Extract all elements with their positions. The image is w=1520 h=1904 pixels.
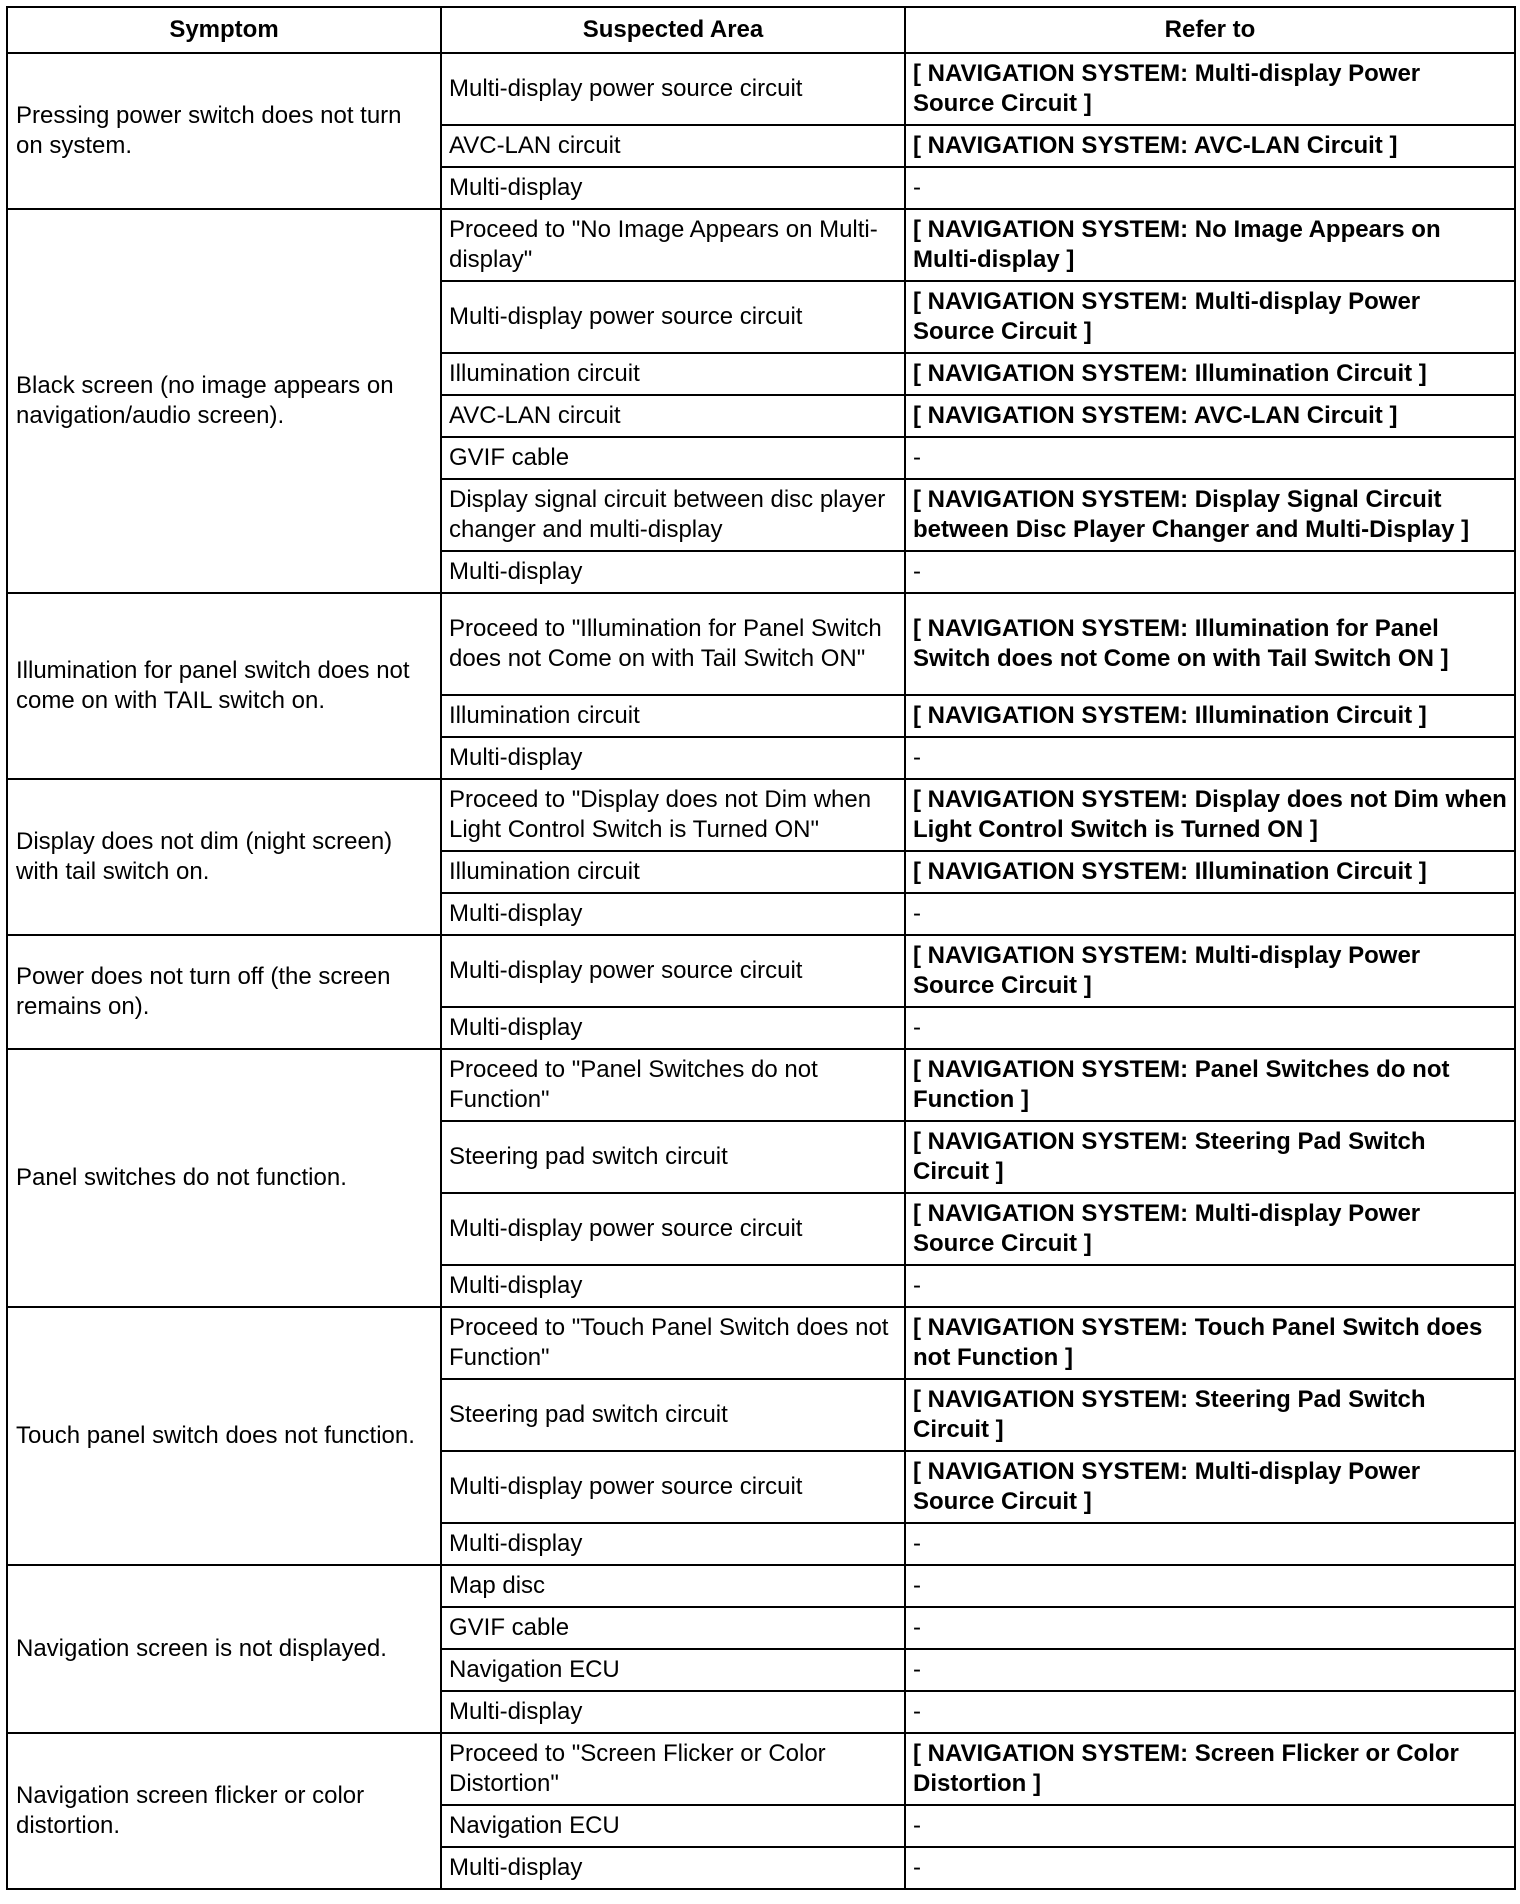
refer-to-cell: - bbox=[905, 1691, 1515, 1733]
refer-to-link[interactable]: [ NAVIGATION SYSTEM: Illumination Circuit ] bbox=[905, 695, 1515, 737]
symptom-cell: Navigation screen is not displayed. bbox=[7, 1565, 441, 1733]
refer-to-cell: - bbox=[905, 1805, 1515, 1847]
table-row bbox=[7, 1049, 1515, 1121]
header-refer-to: Refer to bbox=[905, 7, 1515, 53]
symptom-cell: Panel switches do not function. bbox=[7, 1049, 441, 1307]
refer-to-link[interactable]: [ NAVIGATION SYSTEM: Multi-display Power Source Circuit ] bbox=[905, 53, 1515, 125]
table-row bbox=[7, 209, 1515, 281]
suspected-area-cell: Multi-display bbox=[441, 167, 905, 209]
refer-to-cell: - bbox=[905, 737, 1515, 779]
suspected-area-cell: Navigation ECU bbox=[441, 1805, 905, 1847]
suspected-area-cell: Navigation ECU bbox=[441, 1649, 905, 1691]
refer-to-link[interactable]: [ NAVIGATION SYSTEM: AVC-LAN Circuit ] bbox=[905, 125, 1515, 167]
refer-to-link[interactable]: [ NAVIGATION SYSTEM: Illumination Circuit ] bbox=[905, 851, 1515, 893]
refer-to-cell: - bbox=[905, 1847, 1515, 1889]
refer-to-link[interactable]: [ NAVIGATION SYSTEM: Multi-display Power Source Circuit ] bbox=[905, 935, 1515, 1007]
symptom-cell: Black screen (no image appears on navigation/audio screen). bbox=[7, 209, 441, 593]
refer-to-link[interactable]: [ NAVIGATION SYSTEM: Steering Pad Switch Circuit ] bbox=[905, 1379, 1515, 1451]
symptom-cell: Power does not turn off (the screen remains on). bbox=[7, 935, 441, 1049]
suspected-area-cell: Illumination circuit bbox=[441, 353, 905, 395]
table-row bbox=[7, 593, 1515, 695]
refer-to-link[interactable]: [ NAVIGATION SYSTEM: Illumination Circuit ] bbox=[905, 353, 1515, 395]
suspected-area-cell: AVC-LAN circuit bbox=[441, 125, 905, 167]
symptom-cell: Illumination for panel switch does not come on with TAIL switch on. bbox=[7, 593, 441, 779]
symptom-cell: Display does not dim (night screen) with tail switch on. bbox=[7, 779, 441, 935]
suspected-area-cell: Illumination circuit bbox=[441, 695, 905, 737]
suspected-area-cell: Multi-display power source circuit bbox=[441, 1193, 905, 1265]
refer-to-cell: - bbox=[905, 167, 1515, 209]
troubleshooting-table-container bbox=[6, 6, 1514, 1890]
suspected-area-cell: Proceed to "Screen Flicker or Color Distortion" bbox=[441, 1733, 905, 1805]
suspected-area-cell: Proceed to "Illumination for Panel Switch does not Come on with Tail Switch ON" bbox=[441, 593, 905, 695]
header-symptom: Symptom bbox=[7, 7, 441, 53]
table-row bbox=[7, 1307, 1515, 1379]
table-row bbox=[7, 53, 1515, 125]
refer-to-link[interactable]: [ NAVIGATION SYSTEM: Display Signal Circuit between Disc Player Changer and Multi-Display ] bbox=[905, 479, 1515, 551]
refer-to-link[interactable]: [ NAVIGATION SYSTEM: No Image Appears on Multi-display ] bbox=[905, 209, 1515, 281]
suspected-area-cell: Multi-display bbox=[441, 893, 905, 935]
table-row bbox=[7, 935, 1515, 1007]
symptom-cell: Touch panel switch does not function. bbox=[7, 1307, 441, 1565]
table-row bbox=[7, 1733, 1515, 1805]
table-body bbox=[7, 53, 1515, 1889]
suspected-area-cell: Multi-display power source circuit bbox=[441, 53, 905, 125]
refer-to-link[interactable]: [ NAVIGATION SYSTEM: Touch Panel Switch does not Function ] bbox=[905, 1307, 1515, 1379]
refer-to-link[interactable]: [ NAVIGATION SYSTEM: Steering Pad Switch Circuit ] bbox=[905, 1121, 1515, 1193]
suspected-area-cell: Multi-display bbox=[441, 1691, 905, 1733]
suspected-area-cell: GVIF cable bbox=[441, 437, 905, 479]
refer-to-link[interactable]: [ NAVIGATION SYSTEM: Panel Switches do not Function ] bbox=[905, 1049, 1515, 1121]
suspected-area-cell: Multi-display bbox=[441, 1007, 905, 1049]
suspected-area-cell: Steering pad switch circuit bbox=[441, 1121, 905, 1193]
suspected-area-cell: GVIF cable bbox=[441, 1607, 905, 1649]
table-row bbox=[7, 779, 1515, 851]
refer-to-link[interactable]: [ NAVIGATION SYSTEM: Screen Flicker or Color Distortion ] bbox=[905, 1733, 1515, 1805]
symptom-cell: Pressing power switch does not turn on system. bbox=[7, 53, 441, 209]
suspected-area-cell: AVC-LAN circuit bbox=[441, 395, 905, 437]
refer-to-link[interactable]: [ NAVIGATION SYSTEM: Illumination for Panel Switch does not Come on with Tail Switch ON ] bbox=[905, 593, 1515, 695]
suspected-area-cell: Steering pad switch circuit bbox=[441, 1379, 905, 1451]
refer-to-link[interactable]: [ NAVIGATION SYSTEM: Multi-display Power Source Circuit ] bbox=[905, 1451, 1515, 1523]
symptom-table bbox=[6, 6, 1516, 1890]
header-suspected-area: Suspected Area bbox=[441, 7, 905, 53]
refer-to-cell: - bbox=[905, 551, 1515, 593]
symptom-cell: Navigation screen flicker or color distortion. bbox=[7, 1733, 441, 1889]
refer-to-link[interactable]: [ NAVIGATION SYSTEM: AVC-LAN Circuit ] bbox=[905, 395, 1515, 437]
suspected-area-cell: Multi-display bbox=[441, 1265, 905, 1307]
suspected-area-cell: Map disc bbox=[441, 1565, 905, 1607]
refer-to-cell: - bbox=[905, 1007, 1515, 1049]
refer-to-link[interactable]: [ NAVIGATION SYSTEM: Multi-display Power Source Circuit ] bbox=[905, 281, 1515, 353]
suspected-area-cell: Proceed to "No Image Appears on Multi-display" bbox=[441, 209, 905, 281]
refer-to-cell: - bbox=[905, 1523, 1515, 1565]
suspected-area-cell: Proceed to "Touch Panel Switch does not Function" bbox=[441, 1307, 905, 1379]
suspected-area-cell: Multi-display power source circuit bbox=[441, 1451, 905, 1523]
header-row bbox=[7, 7, 1515, 53]
refer-to-cell: - bbox=[905, 1565, 1515, 1607]
refer-to-cell: - bbox=[905, 1607, 1515, 1649]
suspected-area-cell: Proceed to "Display does not Dim when Light Control Switch is Turned ON" bbox=[441, 779, 905, 851]
suspected-area-cell: Multi-display bbox=[441, 551, 905, 593]
suspected-area-cell: Proceed to "Panel Switches do not Function" bbox=[441, 1049, 905, 1121]
refer-to-link[interactable]: [ NAVIGATION SYSTEM: Multi-display Power Source Circuit ] bbox=[905, 1193, 1515, 1265]
suspected-area-cell: Multi-display bbox=[441, 1847, 905, 1889]
refer-to-cell: - bbox=[905, 893, 1515, 935]
suspected-area-cell: Multi-display power source circuit bbox=[441, 281, 905, 353]
suspected-area-cell: Multi-display bbox=[441, 1523, 905, 1565]
refer-to-cell: - bbox=[905, 1649, 1515, 1691]
suspected-area-cell: Illumination circuit bbox=[441, 851, 905, 893]
refer-to-link[interactable]: [ NAVIGATION SYSTEM: Display does not Dim when Light Control Switch is Turned ON ] bbox=[905, 779, 1515, 851]
suspected-area-cell: Display signal circuit between disc player changer and multi-display bbox=[441, 479, 905, 551]
refer-to-cell: - bbox=[905, 437, 1515, 479]
suspected-area-cell: Multi-display power source circuit bbox=[441, 935, 905, 1007]
suspected-area-cell: Multi-display bbox=[441, 737, 905, 779]
table-row bbox=[7, 1565, 1515, 1607]
refer-to-cell: - bbox=[905, 1265, 1515, 1307]
